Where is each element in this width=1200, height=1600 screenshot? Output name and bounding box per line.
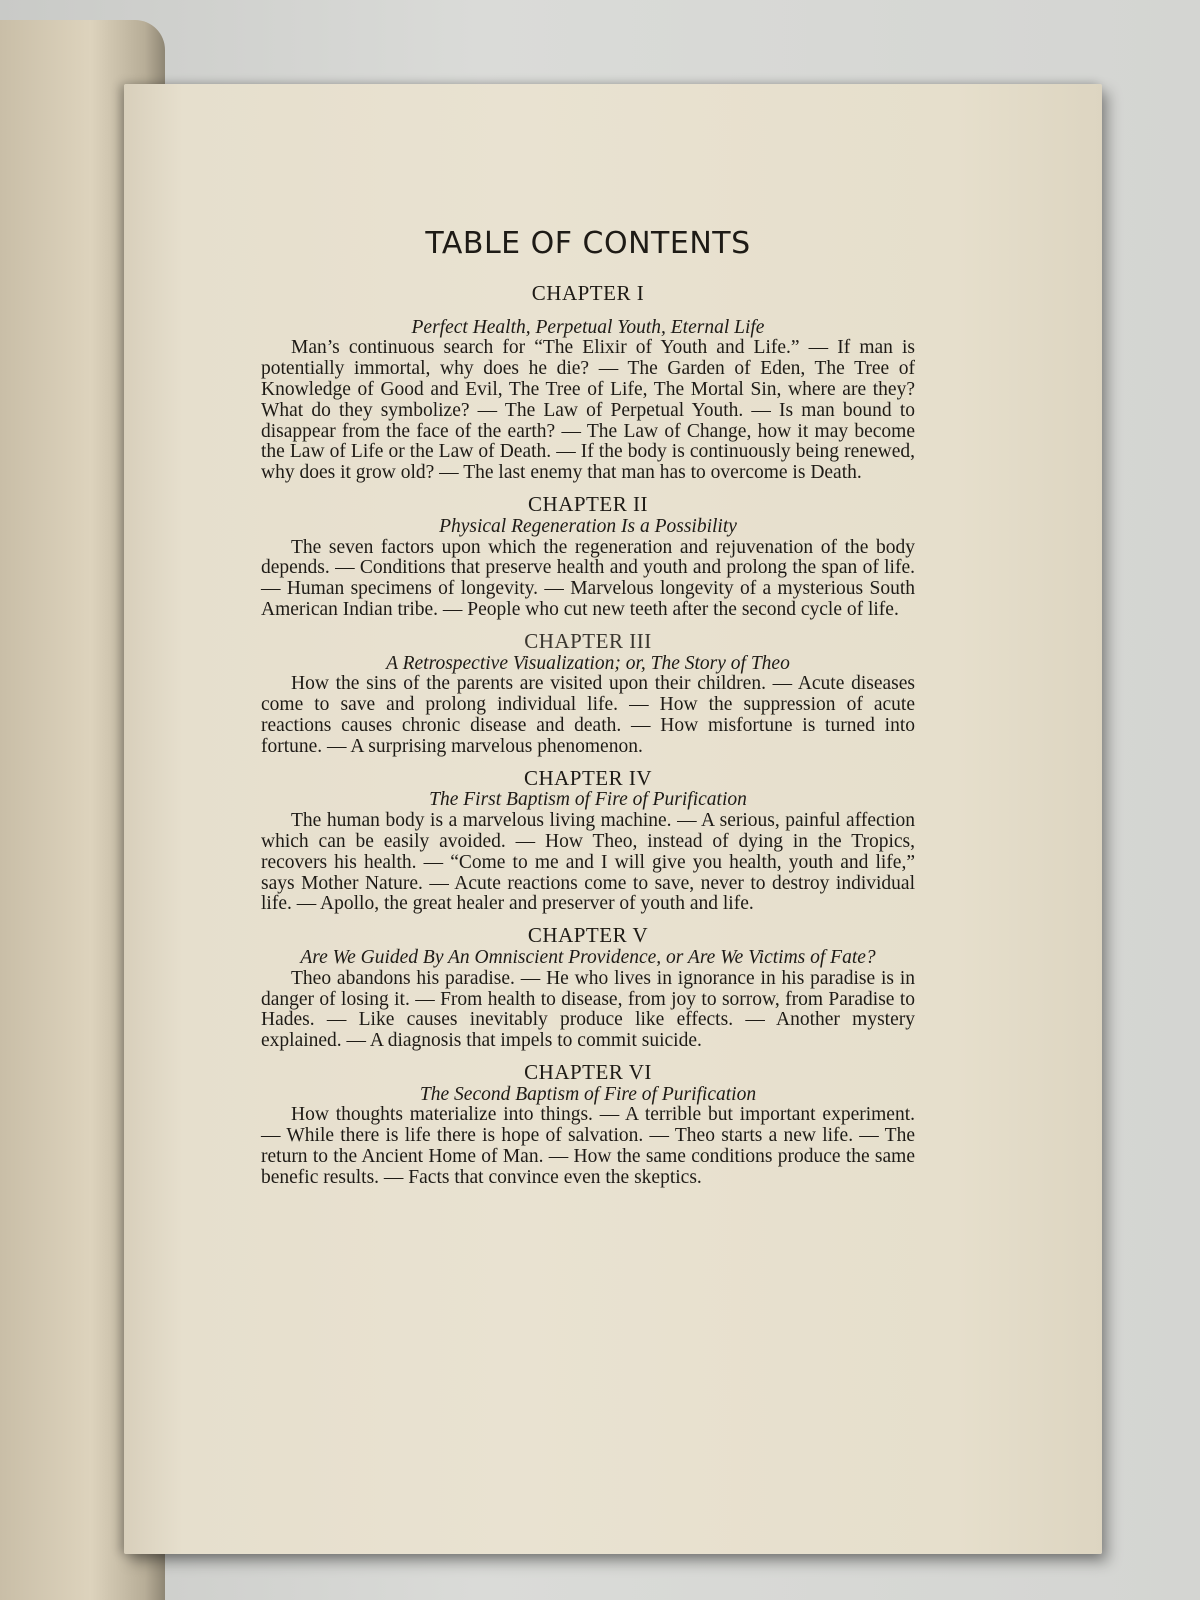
chapter-summary: Theo abandons his paradise. — He who lives in ignorance in his paradise is in danger of losing it. — From health to disease, from joy to sorrow, from Paradise to Hades. — Like causes inevitably produce like effects. — Another mystery explained. — A diagnosis that impels to commit suicide. [261,967,915,1052]
chapter-label: CHAPTER V [527,923,649,948]
chapter-subtitle: The First Baptism of Fire of Purification [429,789,747,811]
page-title: TABLE OF CONTENTS [425,226,751,261]
chapter-summary: How the sins of the parents are visited upon their children. — Acute diseases come to save and prolong individual life. — How the suppression of acute reactions causes chronic disease and death. — How misfortune is turned into fortune. — A surprising marvelous phenomenon. [261,673,915,757]
chapter-subtitle: Perfect Health, Perpetual Youth, Eternal Life [411,316,765,338]
chapter-entry [261,280,915,484]
chapter-entry [261,1059,915,1189]
chapter-entry [261,765,915,916]
chapter-entry [261,925,915,1052]
chapter-summary: How thoughts materialize into things. — A terrible but important experiment. — While there is life there is hope of salvation. — Theo starts a new life. — The return to the Ancient Home of Man. — How the same conditions produce the same benefic results. — Facts that convince even the skeptics. [261,1104,915,1188]
chapter-label: CHAPTER II [528,491,648,516]
chapter-label: CHAPTER III [524,628,652,653]
chapter-label: CHAPTER VI [524,1059,652,1084]
chapter-entry [261,628,915,758]
chapter-label: CHAPTER IV [523,765,653,790]
chapter-summary: The human body is a marvelous living machine. — A serious, painful affection which can be easily avoided. — How Theo, instead of dying in the Tropics, recovers his health. — “Come to me and I will give you health, youth and life,” says Mother Nature. — Acute reactions come to save, never to destroy individual life. — Apollo, the great healer and preserver of youth and life. [261,810,915,915]
book-page [124,84,1102,1554]
toc-content [261,226,915,1199]
chapter-summary: Man’s continuous search for “The Elixir of Youth and Life.” — If man is potentially immortal, why does he die? — The Garden of Eden, The Tree of Knowledge of Good and Evil, The Tree of Life, The Mortal Sin, where are they? What do they symbolize? — The Law of Perpetual Youth. — Is man bound to disappear from the face of the earth? — The Law of Change, how it may become the Law of Life or the Law of Death. — If the body is continuously being renewed, why does it grow old? — The last enemy that man has to overcome is Death. [261,337,915,484]
chapter-entry [261,491,915,621]
chapter-label: CHAPTER I [531,280,645,305]
chapter-subtitle: The Second Baptism of Fire of Purification [419,1083,757,1105]
chapter-subtitle: Physical Regeneration Is a Possibility [439,515,737,537]
chapter-subtitle: A Retrospective Visualization; or, The Story of Theo [386,652,790,674]
chapter-summary: The seven factors upon which the regeneration and rejuvenation of the body depends. — Conditions that preserve health and youth and prolong the span of life. — Human specimens of longevity. — Marvelous longevity of a mysterious South American Indian tribe. — People who cut new teeth after the second cycle of life. [261,536,915,620]
chapter-subtitle: Are We Guided By An Omniscient Providence, or Are We Victims of Fate? [300,946,876,968]
